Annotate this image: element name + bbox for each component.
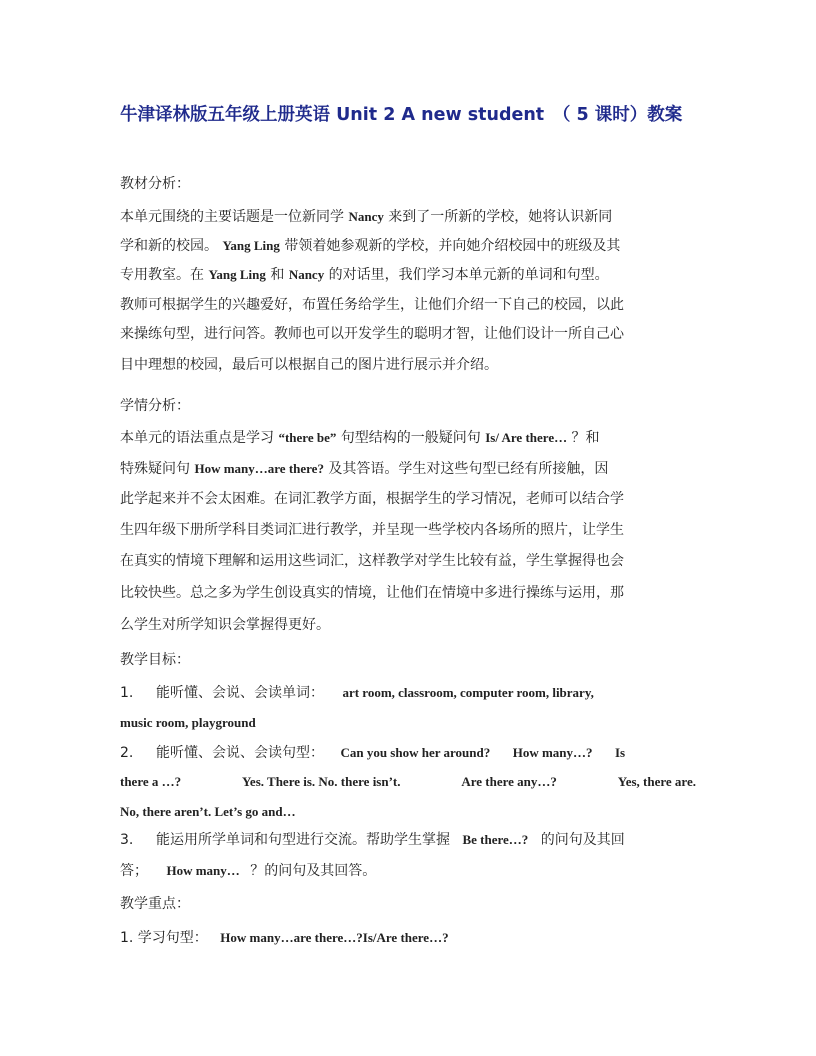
- document-title: 牛津译林版五年级上册英语 Unit 2 A new student （ 5 课时）教案: [120, 105, 683, 125]
- paragraph-line: [120, 207, 612, 227]
- sentence-text: Yes. There is. No. there isn’t.: [241, 774, 401, 789]
- text: 带领着她参观新的学校，并向她介绍校园中的班级及其: [284, 238, 621, 254]
- goal-number: 3.: [120, 832, 134, 848]
- section-heading-goals: 教学目标：: [120, 652, 190, 668]
- text: 能听懂、会说、会读单词：: [156, 685, 324, 701]
- sentence-line: [120, 772, 696, 792]
- sentence-text: Yes, there are.: [617, 774, 696, 789]
- paragraph-line: [120, 265, 609, 285]
- paragraph-line: [120, 459, 608, 479]
- goal-number: 2.: [120, 745, 134, 761]
- text: 及其答语。学生对这些句型已经有所接触，因: [328, 461, 609, 477]
- sentence-text: How many…: [166, 863, 240, 878]
- name-text: Nancy: [288, 267, 325, 282]
- pattern-text: “there be”: [278, 430, 337, 445]
- text: 本单元的语法重点是学习: [120, 430, 274, 446]
- paragraph-line: 生四年级下册所学科目类词汇进行教学，并呈现一些学校内各场所的照片，让学生: [120, 522, 624, 538]
- text: 学和新的校园。: [120, 238, 218, 254]
- section-heading-learner-analysis: 学情分析：: [120, 398, 190, 414]
- sentence-text: How many…are there…?Is/Are there…?: [220, 930, 449, 945]
- text: 和: [270, 267, 285, 283]
- pattern-text: Is/ Are there…: [485, 430, 568, 445]
- pattern-text: How many…are there?: [194, 461, 324, 476]
- paragraph-line: 比较快些。总之多为学生创设真实的情境，让他们在情境中多进行操练与运用，那: [120, 585, 624, 601]
- vocab-text: music room, playground: [120, 715, 256, 730]
- text: ？和: [571, 430, 600, 446]
- text: 的问句及其回: [540, 832, 625, 848]
- text: 答；: [120, 863, 148, 879]
- paragraph-line: [120, 236, 620, 256]
- paragraph-line: 目中理想的校园，最后可以根据自己的图片进行展示并介绍。: [120, 357, 498, 373]
- text: 来到了一所新的学校，她将认识新同: [388, 209, 613, 225]
- goal-item-1: [120, 683, 594, 703]
- text: 特殊疑问句: [120, 461, 190, 477]
- paragraph-line: [120, 428, 600, 448]
- text: 1. 学习句型：: [120, 930, 208, 946]
- key-point-1: [120, 928, 449, 948]
- sentence-text: Be there…?: [462, 832, 529, 847]
- paragraph-line: 教师可根据学生的兴趣爱好，布置任务给学生，让他们介绍一下自己的校园，以此: [120, 297, 624, 313]
- text: 能听懂、会说、会读句型：: [156, 745, 324, 761]
- paragraph-line: 么学生对所学知识会掌握得更好。: [120, 617, 330, 633]
- name-text: Yang Ling: [208, 267, 266, 282]
- sentence-text: No, there aren’t. Let’s go and…: [120, 804, 296, 819]
- goal-item-2: [120, 743, 625, 763]
- name-text: Nancy: [348, 209, 384, 224]
- sentence-text: Can you show her around?: [340, 745, 491, 760]
- text: 能运用所学单词和句型进行交流。帮助学生掌握: [156, 832, 450, 848]
- paragraph-line: 此学起来并不会太困难。在词汇教学方面，根据学生的学习情况，老师可以结合学: [120, 491, 624, 507]
- sentence-text: Are there any…?: [461, 774, 557, 789]
- text: 本单元围绕的主要话题是一位新同学: [120, 209, 344, 225]
- goal-item-3: [120, 830, 625, 850]
- section-heading-textbook-analysis: 教材分析：: [120, 176, 190, 192]
- vocab-text: art room, classroom, computer room, library,: [342, 685, 594, 700]
- goal-number: 1.: [120, 685, 134, 701]
- text: 的对话里，我们学习本单元新的单词和句型。: [328, 267, 609, 283]
- sentence-text: Is: [614, 745, 626, 760]
- sentence-text: there a …?: [120, 774, 182, 789]
- paragraph-line: 来操练句型，进行问答。教师也可以开发学生的聪明才智，让他们设计一所自己心: [120, 326, 624, 342]
- text: 句型结构的一般疑问句: [340, 430, 481, 446]
- section-heading-key-points: 教学重点：: [120, 896, 190, 912]
- sentence-text: How many…?: [512, 745, 593, 760]
- text: 专用教室。在: [120, 267, 204, 283]
- paragraph-line: 在真实的情境下理解和运用这些词汇，这样教学对学生比较有益，学生掌握得也会: [120, 553, 624, 569]
- paragraph-line: [120, 861, 376, 881]
- name-text: Yang Ling: [222, 238, 280, 253]
- text: ？的问句及其回答。: [250, 863, 377, 879]
